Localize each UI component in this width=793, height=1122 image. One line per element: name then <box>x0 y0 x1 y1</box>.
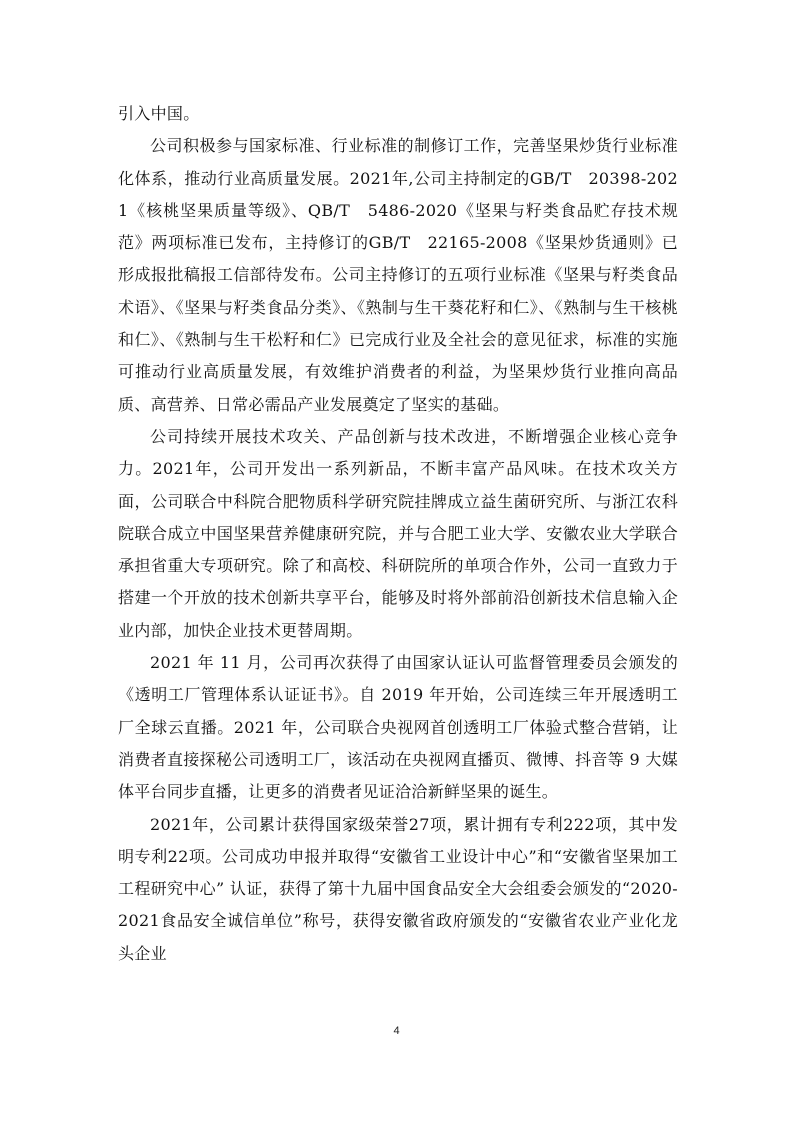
document-body <box>118 98 678 970</box>
paragraph-rnd: 公司持续开展技术攻关、产品创新与技术改进，不断增强企业核心竞争力。2021年，公司开发出一系列新品，不断丰富产品风味。在技术攻关方面，公司联合中科院合肥物质科学研究院挂牌成立益生菌研究所、与浙江农科院联合成立中国坚果营养健康研究院，并与合肥工业大学、安徽农业大学联合承担省重大专项研究。除了和高校、科研院所的单项合作外，公司一直致力于搭建一个开放的技术创新共享平台，能够及时将外部前沿创新技术信息输入企业内部，加快企业技术更替周期。 <box>118 426 678 640</box>
page-number: 4 <box>393 1025 400 1037</box>
paragraph-continuation: 引入中国。 <box>118 104 200 123</box>
paragraph-honors: 2021年，公司累计获得国家级荣誉27项，累计拥有专利222项，其中发明专利22项。公司成功申报并取得“安徽省工业设计中心”和“安徽省坚果加工工程研究中心” 认证，获得了第十九届中国食品安全大会组委会颁发的“2020-2021食品安全诚信单位”称号，获得安徽省政府颁发的“安徽省农业产业化龙头企业 <box>118 814 678 963</box>
paragraph-standards: 公司积极参与国家标准、行业标准的制修订工作，完善坚果炒货行业标准化体系，推动行业高质量发展。2021年,公司主持制定的GB/T 20398-2021《核桃坚果质量等级》、QB/T 5486-2020《坚果与籽类食品贮存技术规范》两项标准已发布，主持修订的GB/T 22165-2008《坚果炒货通则》已形成报批稿报工信部待发布。公司主持修订的五项行业标准《坚果与籽类食品术语》、《坚果与籽类食品分类》、《熟制与生干葵花籽和仁》、《熟制与生干核桃和仁》、《熟制与生干松籽和仁》已完成行业及全社会的意见征求，标准的实施可推动行业高质量发展，有效维护消费者的利益，为坚果炒货行业推向高品质、高营养、日常必需品产业发展奠定了坚实的基础。 <box>118 136 678 414</box>
paragraph-transparent-factory: 2021 年 11 月，公司再次获得了由国家认证认可监督管理委员会颁发的《透明工厂管理体系认证证书》。自 2019 年开始，公司连续三年开展透明工厂全球云直播。2021 年，公司联合央视网首创透明工厂体验式整合营销，让消费者直接探秘公司透明工厂，该活动在央视网直播页、微博、抖音等 9 大媒体平台同步直播，让更多的消费者见证洽洽新鲜坚果的诞生。 <box>118 653 678 802</box>
